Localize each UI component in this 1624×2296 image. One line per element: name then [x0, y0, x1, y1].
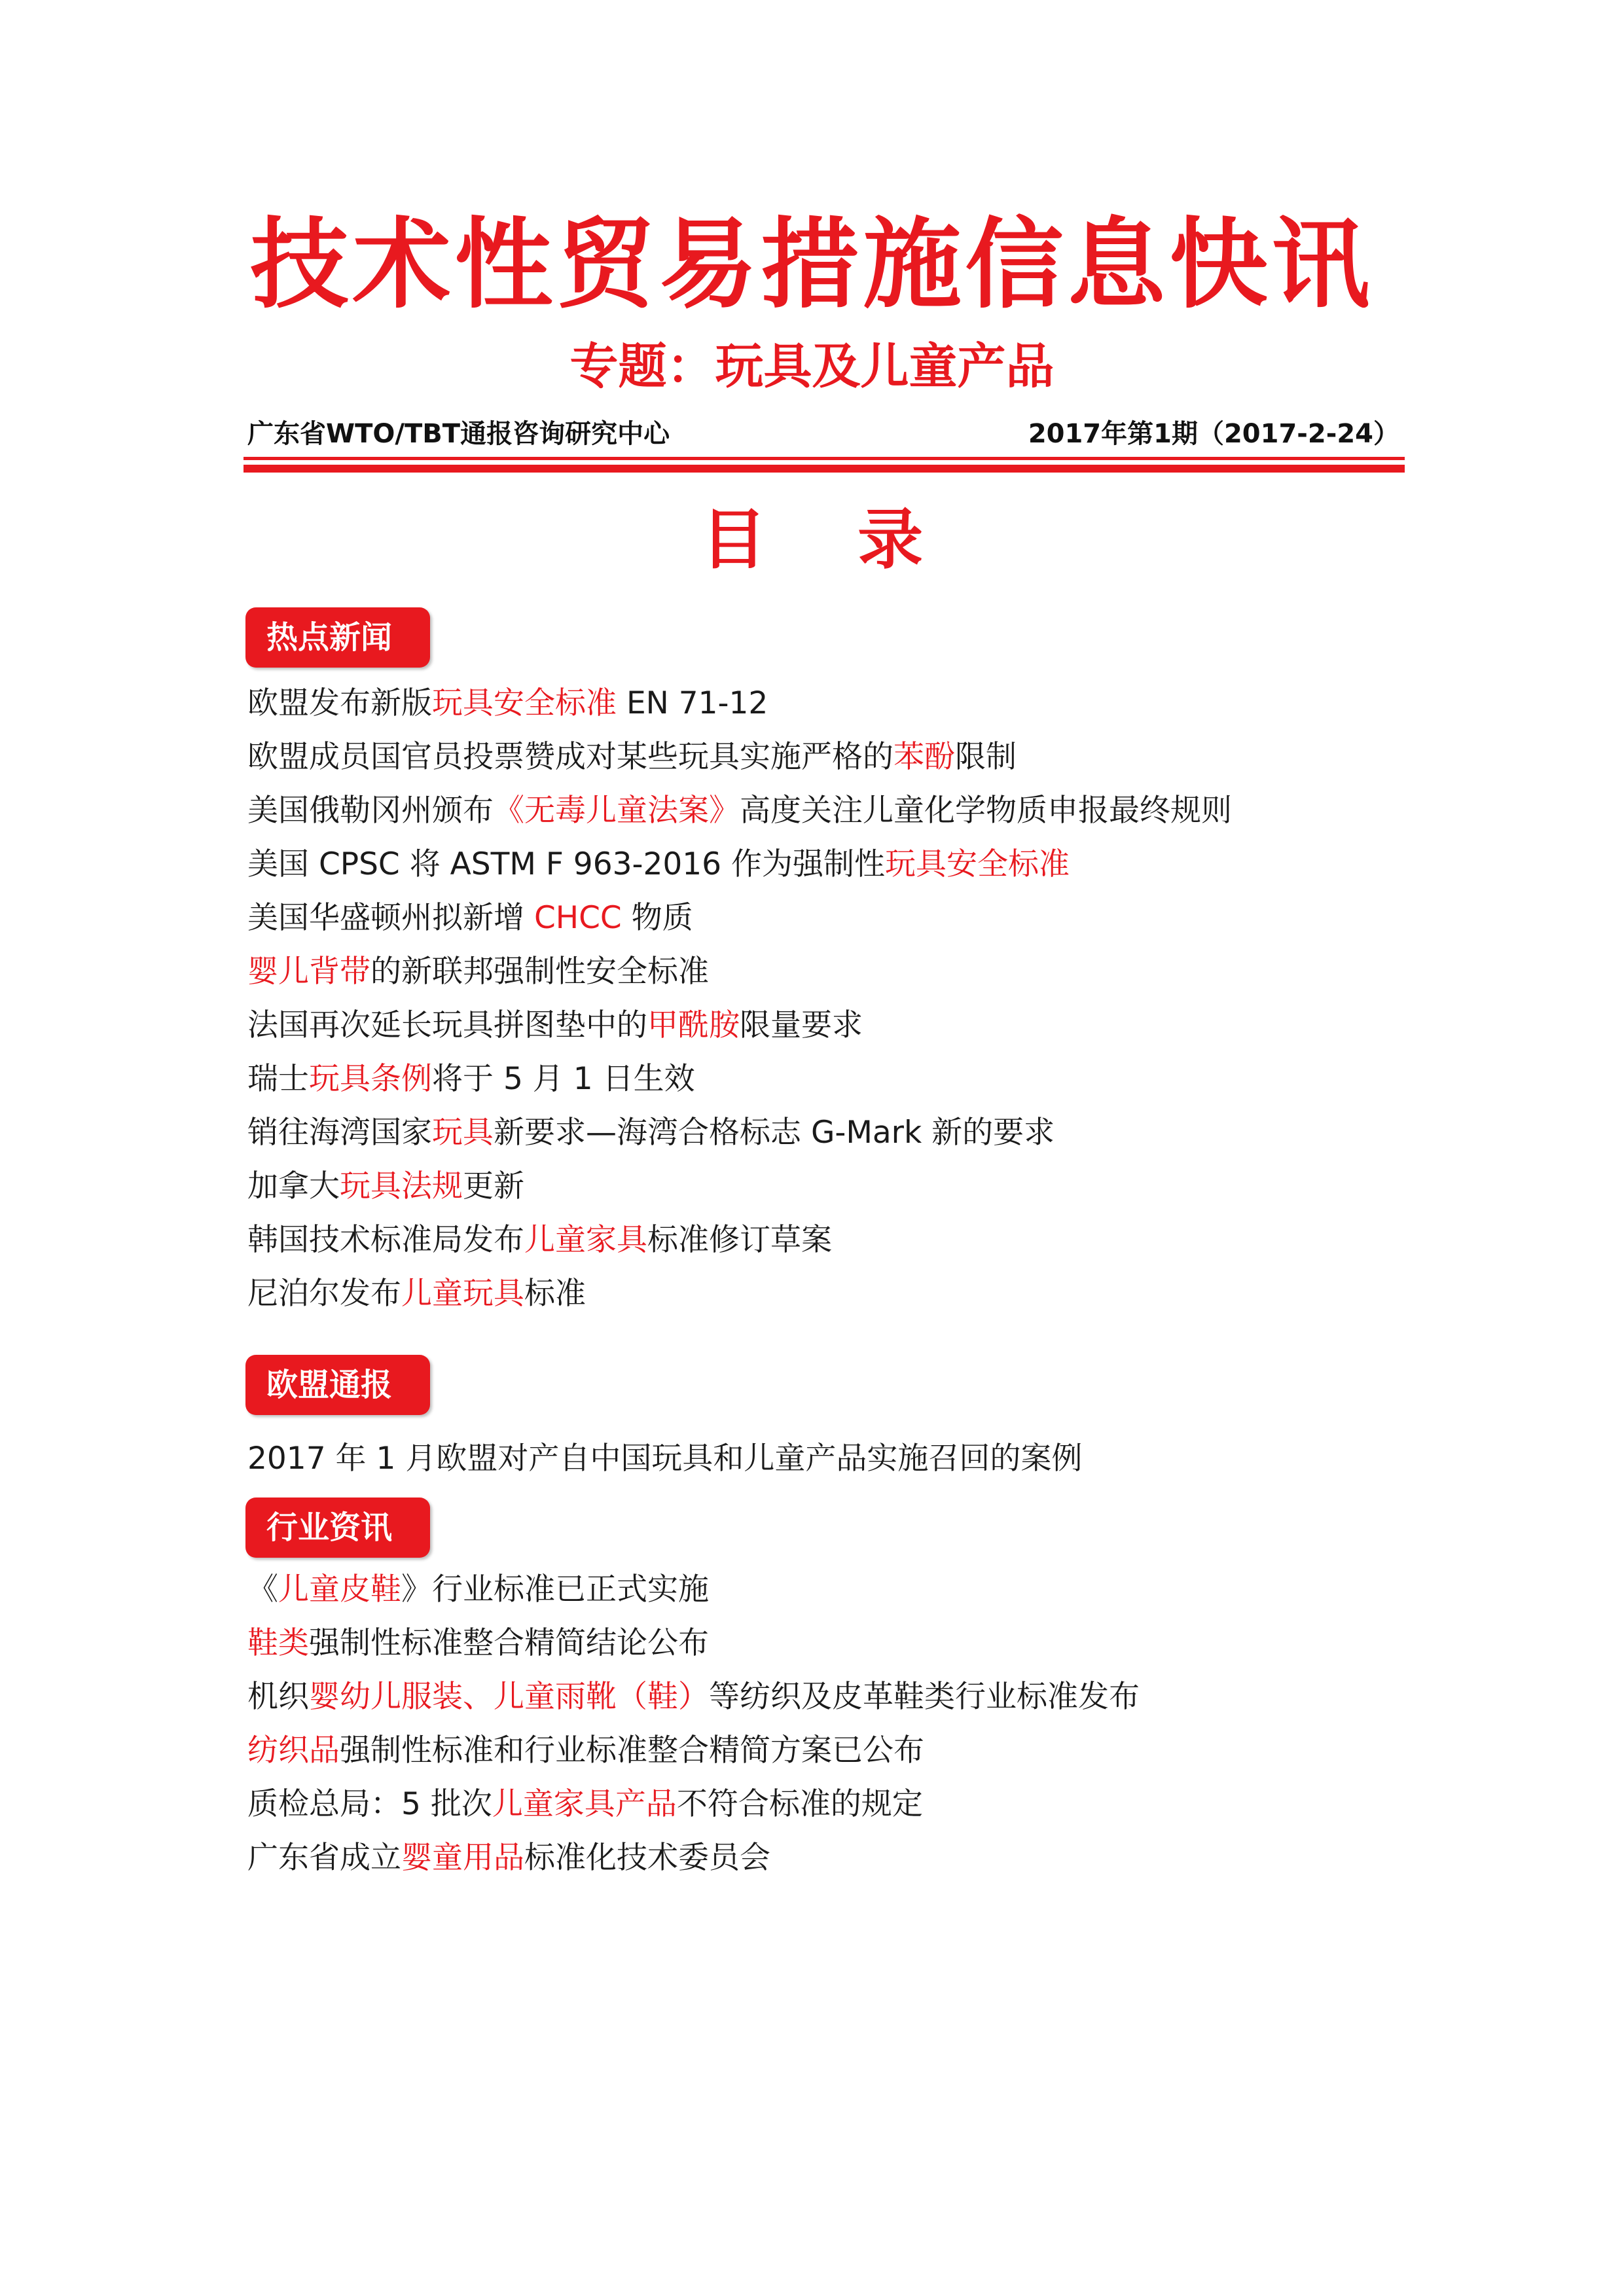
toc-item-text: 将于 5 月 1 日生效 — [432, 1061, 695, 1097]
toc-item-text: 2017 年 1 月欧盟对产自中国玩具和儿童产品实施召回的案例 — [247, 1441, 1083, 1477]
toc-item-highlight: 玩具法规 — [340, 1168, 463, 1204]
toc-item-text: 欧盟发布新版 — [247, 685, 432, 721]
header-rule-thin — [244, 457, 1405, 460]
toc-item — [247, 730, 1232, 784]
toc-item — [247, 1213, 1232, 1267]
toc-item-text: 瑞士 — [247, 1061, 309, 1097]
toc-item-text: 限制 — [955, 739, 1017, 775]
toc-item — [247, 1106, 1232, 1160]
industry-news-list — [247, 1563, 1140, 1885]
toc-item — [247, 1432, 1082, 1486]
toc-item — [247, 838, 1232, 891]
toc-item-highlight: 儿童家具 — [524, 1222, 647, 1258]
toc-item-highlight: 儿童皮鞋 — [278, 1571, 401, 1607]
toc-item-highlight: 苯酚 — [893, 739, 955, 775]
toc-item-highlight: 《无毒儿童法案》 — [494, 793, 740, 829]
toc-item-text: 更新 — [463, 1168, 524, 1204]
toc-item-text: 物质 — [621, 900, 693, 936]
toc-item-text: 法国再次延长玩具拼图垫中的 — [247, 1007, 647, 1043]
toc-item — [247, 1831, 1140, 1885]
toc-item-highlight: 儿童玩具 — [401, 1276, 524, 1312]
toc-item — [247, 677, 1232, 730]
toc-item-text: 标准 — [524, 1276, 586, 1312]
toc-item-highlight: 玩具安全标准 — [432, 685, 617, 721]
toc-item-text: 标准化技术委员会 — [524, 1840, 770, 1876]
toc-item-highlight: 婴儿背带 — [247, 954, 370, 990]
toc-item-text: 美国华盛顿州拟新增 — [247, 900, 534, 936]
toc-item-text: 质检总局：5 批次 — [247, 1786, 492, 1822]
toc-item-text: 新要求—海湾合格标志 G-Mark 新的要求 — [494, 1115, 1055, 1151]
toc-item — [247, 1724, 1140, 1778]
toc-item-text: 销往海湾国家 — [247, 1115, 432, 1151]
toc-item-text: 》行业标准已正式实施 — [401, 1571, 709, 1607]
toc-item-text: 限量要求 — [740, 1007, 863, 1043]
toc-item — [247, 999, 1232, 1052]
toc-item-text: 机织 — [247, 1679, 309, 1715]
toc-item-highlight: 婴幼儿服装、儿童雨靴（鞋） — [309, 1679, 709, 1715]
toc-item-text: 尼泊尔发布 — [247, 1276, 401, 1312]
toc-item-highlight: 儿童家具产品 — [492, 1786, 677, 1822]
toc-item — [247, 1052, 1232, 1106]
toc-item — [247, 1778, 1140, 1831]
toc-item — [247, 784, 1232, 838]
toc-item-text: 标准修订草案 — [647, 1222, 832, 1258]
toc-title: 目 录 — [700, 501, 924, 578]
toc-item — [247, 1670, 1140, 1724]
toc-item-highlight: 玩具条例 — [309, 1061, 432, 1097]
toc-item-text: 强制性标准和行业标准整合精简方案已公布 — [340, 1732, 924, 1768]
toc-item — [247, 1267, 1232, 1321]
toc-item-text: EN 71-12 — [617, 685, 768, 721]
toc-item-text: 《 — [247, 1571, 278, 1607]
toc-item — [247, 945, 1232, 999]
toc-item-highlight: 鞋类 — [247, 1625, 309, 1661]
toc-item-highlight: 甲酰胺 — [647, 1007, 740, 1043]
toc-item-highlight: 玩具 — [432, 1115, 494, 1151]
newsletter-subtitle: 专题：玩具及儿童产品 — [569, 338, 1055, 395]
toc-item-text: 高度关注儿童化学物质申报最终规则 — [740, 793, 1232, 829]
toc-item-highlight: 玩具安全标准 — [885, 846, 1070, 882]
hot-news-list — [247, 677, 1232, 1321]
issue-info-bar — [247, 411, 1399, 457]
section-tag-industry-news: 行业资讯 — [245, 1498, 430, 1558]
section-tag-eu-notification: 欧盟通报 — [245, 1355, 430, 1415]
organization-name: 广东省WTO/TBT通报咨询研究中心 — [247, 419, 670, 449]
toc-item-text: 欧盟成员国官员投票赞成对某些玩具实施严格的 — [247, 739, 893, 775]
toc-item-highlight: 纺织品 — [247, 1732, 340, 1768]
toc-item-text: 加拿大 — [247, 1168, 340, 1204]
toc-item — [247, 1617, 1140, 1670]
toc-item-highlight: 婴童用品 — [401, 1840, 524, 1876]
newsletter-title: 技术性贸易措施信息快讯 — [250, 208, 1374, 322]
toc-item — [247, 891, 1232, 945]
section-tag-hot-news: 热点新闻 — [245, 607, 430, 668]
toc-item-text: 美国 CPSC 将 ASTM F 963-2016 作为强制性 — [247, 846, 886, 882]
toc-item-text: 强制性标准整合精简结论公布 — [309, 1625, 709, 1661]
toc-item-text: 不符合标准的规定 — [676, 1786, 923, 1822]
eu-notification-list — [247, 1432, 1082, 1486]
toc-item-text: 广东省成立 — [247, 1840, 401, 1876]
toc-item — [247, 1160, 1232, 1213]
toc-item-highlight: CHCC — [533, 900, 622, 936]
toc-item-text: 美国俄勒冈州颁布 — [247, 793, 494, 829]
toc-item-text: 等纺织及皮革鞋类行业标准发布 — [709, 1679, 1140, 1715]
header-rule-thick — [244, 465, 1405, 473]
toc-item — [247, 1563, 1140, 1617]
toc-item-text: 的新联邦强制性安全标准 — [370, 954, 709, 990]
toc-item-text: 韩国技术标准局发布 — [247, 1222, 524, 1258]
issue-number: 2017年第1期（2017-2-24） — [1028, 419, 1399, 449]
